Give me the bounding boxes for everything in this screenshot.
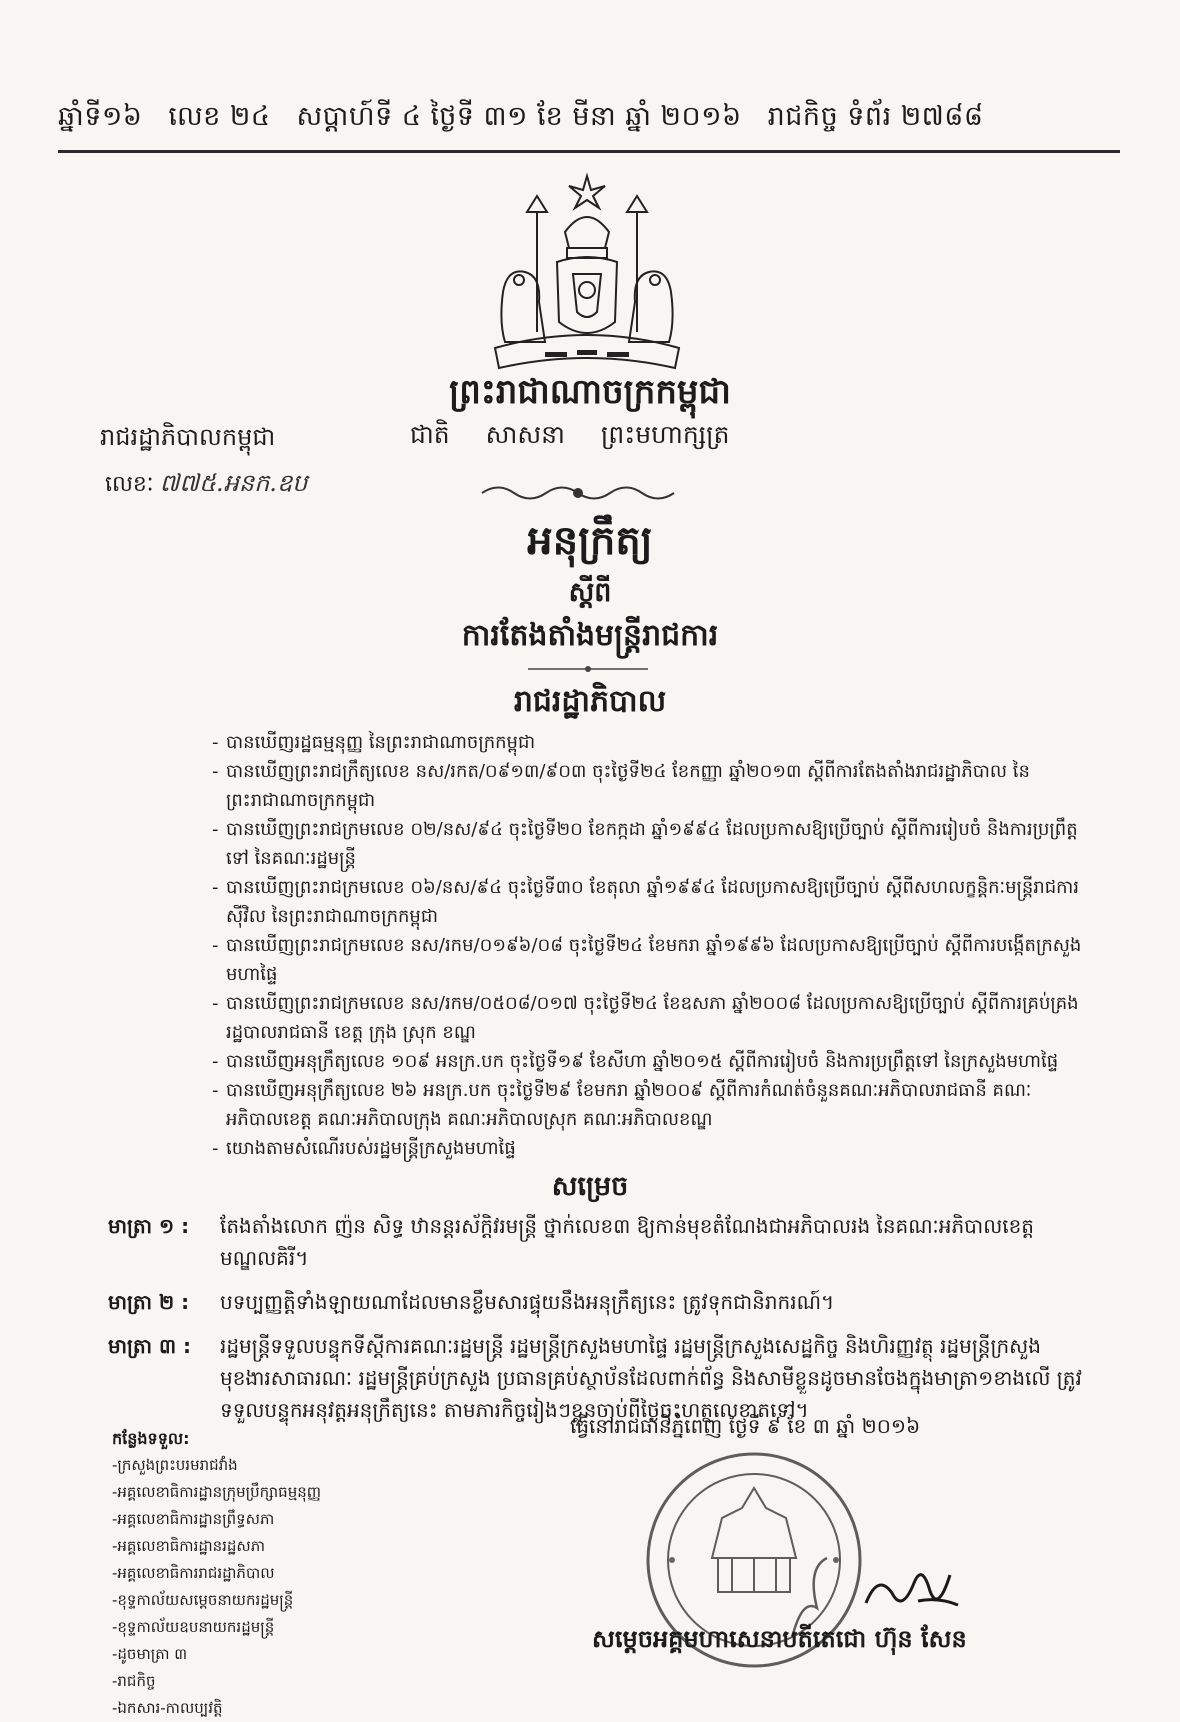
article-3 <box>108 1330 1108 1426</box>
issuing-authority: រាជរដ្ឋាភិបាលកម្ពុជា <box>100 423 276 451</box>
signatory-name: សម្តេចអគ្គមហាសេនាបតីតេជោ ហ៊ុន សែន <box>592 1625 967 1653</box>
reference-number-value: ៧៧៥.អនក.ឧប <box>159 469 308 497</box>
article-2 <box>108 1286 1108 1318</box>
ornament-divider-icon <box>478 480 678 506</box>
article-text: បទប្បញ្ញត្តិទាំងឡាយណាដែលមានខ្លឹមសារផ្ទុយនឹងអនុក្រឹត្យនេះ ត្រូវទុកជានិរាករណ៍។ <box>220 1290 835 1314</box>
consideration-item: - បានឃើញអនុក្រឹត្យលេខ ១០៩ អនក្រ.បក ចុះថ្ងៃទី១៩ ខែសីហា ឆ្នាំ២០១៥ ស្តីពីការរៀបចំ និងការប្រព្រឹត្តទៅ នៃក្រសួងមហាផ្ទៃ <box>212 1047 1082 1076</box>
decree-subtitle: ស្តីពី <box>568 577 612 608</box>
consideration-item: - បានឃើញអនុក្រឹត្យលេខ ២៦ អនក្រ.បក ចុះថ្ងៃទី២៩ ខែមករា ឆ្នាំ២០០៩ ស្តីពីការកំណត់ចំនួនគណៈអភិបាលរាជធានី គណៈអភិបាលខេត្ត គណៈអភិបាលក្រុង គណៈអភិបាលស្រុក គណៈអភិបាលខណ្ឌ <box>212 1076 1082 1134</box>
article-1 <box>108 1210 1108 1274</box>
reference-number-label: លេខៈ <box>105 472 154 497</box>
consideration-item: - យោងតាមសំណើរបស់រដ្ឋមន្ត្រីក្រសួងមហាផ្ទៃ <box>212 1134 1082 1163</box>
decree-topic: ការតែងតាំងមន្ត្រីរាជការ <box>461 618 719 653</box>
national-motto: ជាតិ សាសនា ព្រះមហាក្សត្រ <box>410 420 730 449</box>
gazette-issue: លេខ ២៤ <box>168 101 271 132</box>
recipient-item: -ឯកសារ-កាលប្បវត្តិ <box>112 1699 223 1717</box>
recipient-item: -អគ្គលេខាធិការដ្ឋានព្រឹទ្ធសភា <box>112 1510 275 1528</box>
small-divider-icon <box>528 664 648 674</box>
recipient-item: -ដូចមាត្រា ៣ <box>112 1645 188 1663</box>
article-text: រដ្ឋមន្ត្រីទទួលបន្ទុកទីស្តីការគណៈរដ្ឋមន្ត្រី រដ្ឋមន្ត្រីក្រសួងមហាផ្ទៃ រដ្ឋមន្ត្រីក្រសួងសេដ្ឋកិច្ច និងហិរញ្ញវត្ថុ រដ្ឋមន្ត្រីក្រសួងមុខងារសាធារណៈ រដ្ឋមន្ត្រីគ្រប់ក្រសួង ប្រធានគ្រប់ស្ថាប័នដែលពាក់ព័ន្ធ និងសាមីខ្លួនដូចមានចែងក្នុងមាត្រា១ខាងលើ ត្រូវទទួលបន្ទុកអនុវត្តអនុក្រឹត្យនេះ តាមភារកិច្ចរៀងៗខ្លួនចាប់ពីថ្ងៃចុះហត្ថលេខាតទៅ។ <box>220 1334 1082 1422</box>
date-line: ធ្វើនៅរាជធានីភ្នំពេញ ថ្ងៃទី ៩ ខែ ៣ ឆ្នាំ ២០១៦ <box>570 1414 921 1438</box>
government-heading: រាជរដ្ឋាភិបាល <box>513 684 667 719</box>
consideration-item: - បានឃើញព្រះរាជក្រមលេខ នស/រកម/០១៩៦/០៨ ចុះថ្ងៃទី២៤ ខែមករា ឆ្នាំ១៩៩៦ ដែលប្រកាសឱ្យប្រើច្បាប់ ស្តីពីការបង្កើតក្រសួងមហាផ្ទៃ <box>212 931 1082 989</box>
considerations-list <box>212 728 1082 1163</box>
recipients-list <box>112 1425 321 1722</box>
kingdom-heading: ព្រះរាជាណាចក្រកម្ពុជា <box>449 372 731 412</box>
gazette-year: ឆ្នាំទី១៦ <box>58 101 143 132</box>
recipient-item: -អគ្គលេខាធិការរាជរដ្ឋាភិបាល <box>112 1564 275 1582</box>
recipient-item: -អគ្គលេខាធិការដ្ឋានក្រុមប្រឹក្សាធម្មនុញ្ញ <box>112 1483 322 1501</box>
gazette-week-date: សប្តាហ៍ទី ៤ ថ្ងៃទី ៣១ ខែ មីនា ឆ្នាំ ២០១៦ <box>296 101 742 132</box>
recipient-item: -ខុទ្ទកាល័យឧបនាយករដ្ឋមន្ត្រី <box>112 1618 275 1636</box>
recipient-item: -ខុទ្ទកាល័យសម្តេចនាយករដ្ឋមន្ត្រី <box>112 1591 294 1609</box>
gazette-page: រាជកិច្ច ទំព័រ ២៧៨៨ <box>767 101 984 132</box>
signature-icon <box>858 1553 963 1623</box>
recipient-item: -រាជកិច្ច <box>112 1672 156 1690</box>
royal-coat-of-arms-icon <box>485 172 690 372</box>
consideration-item: - បានឃើញរដ្ឋធម្មនុញ្ញ នៃព្រះរាជាណាចក្រកម្ពុជា <box>212 728 1082 757</box>
header-rule <box>58 150 1120 153</box>
recipient-item: -ក្រសួងព្រះបរមរាជវាំង <box>112 1456 238 1474</box>
recipient-item: -អគ្គលេខាធិការដ្ឋានរដ្ឋសភា <box>112 1537 265 1555</box>
article-text: តែងតាំងលោក ញ៉ន សិទ្ធ ឋានន្តរស័ក្តិវរមន្ត្រី ថ្នាក់លេខ៣ ឱ្យកាន់មុខតំណែងជាអភិបាលរង នៃគណៈអភិបាលខេត្តមណ្ឌលគិរី។ <box>220 1214 1034 1270</box>
consideration-item: - បានឃើញព្រះរាជក្រមលេខ ០២/នស/៩៤ ចុះថ្ងៃទី២០ ខែកក្កដា ឆ្នាំ១៩៩៤ ដែលប្រកាសឱ្យប្រើច្បាប់ ស្តីពីការរៀបចំ និងការប្រព្រឹត្តទៅ នៃគណៈរដ្ឋមន្ត្រី <box>212 815 1082 873</box>
consideration-item: - បានឃើញព្រះរាជក្រមលេខ ០៦/នស/៩៤ ចុះថ្ងៃទី៣០ ខែតុលា ឆ្នាំ១៩៩៤ ដែលប្រកាសឱ្យប្រើច្បាប់ ស្តីពីសហលក្ខន្តិកៈមន្ត្រីរាជការស៊ីវិល នៃព្រះរាជាណាចក្រកម្ពុជា <box>212 873 1082 931</box>
gazette-header <box>58 100 1128 139</box>
recipients-title: កន្លែងទទួល: <box>112 1429 190 1448</box>
articles-list <box>108 1210 1108 1438</box>
decides-heading: សម្រេច <box>551 1171 629 1202</box>
reference-number <box>105 468 307 503</box>
consideration-item: - បានឃើញព្រះរាជក្រឹត្យលេខ នស/រកត/០៩១៣/៩០៣ ចុះថ្ងៃទី២៤ ខែកញ្ញា ឆ្នាំ២០១៣ ស្តីពីការតែងតាំងរាជរដ្ឋាភិបាល នៃព្រះរាជាណាចក្រកម្ពុជា <box>212 757 1082 815</box>
article-label: មាត្រា ២ : <box>108 1290 190 1314</box>
consideration-item: - បានឃើញព្រះរាជក្រមលេខ នស/រកម/០៥០៨/០១៧ ចុះថ្ងៃទី២៤ ខែឧសភា ឆ្នាំ២០០៨ ដែលប្រកាសឱ្យប្រើច្បាប់ ស្តីពីការគ្រប់គ្រងរដ្ឋបាលរាជធានី ខេត្ត ក្រុង ស្រុក ខណ្ឌ <box>212 989 1082 1047</box>
article-label: មាត្រា ១ : <box>108 1214 190 1238</box>
decree-title: អនុក្រឹត្យ <box>527 518 653 564</box>
article-label: មាត្រា ៣ : <box>108 1334 192 1358</box>
